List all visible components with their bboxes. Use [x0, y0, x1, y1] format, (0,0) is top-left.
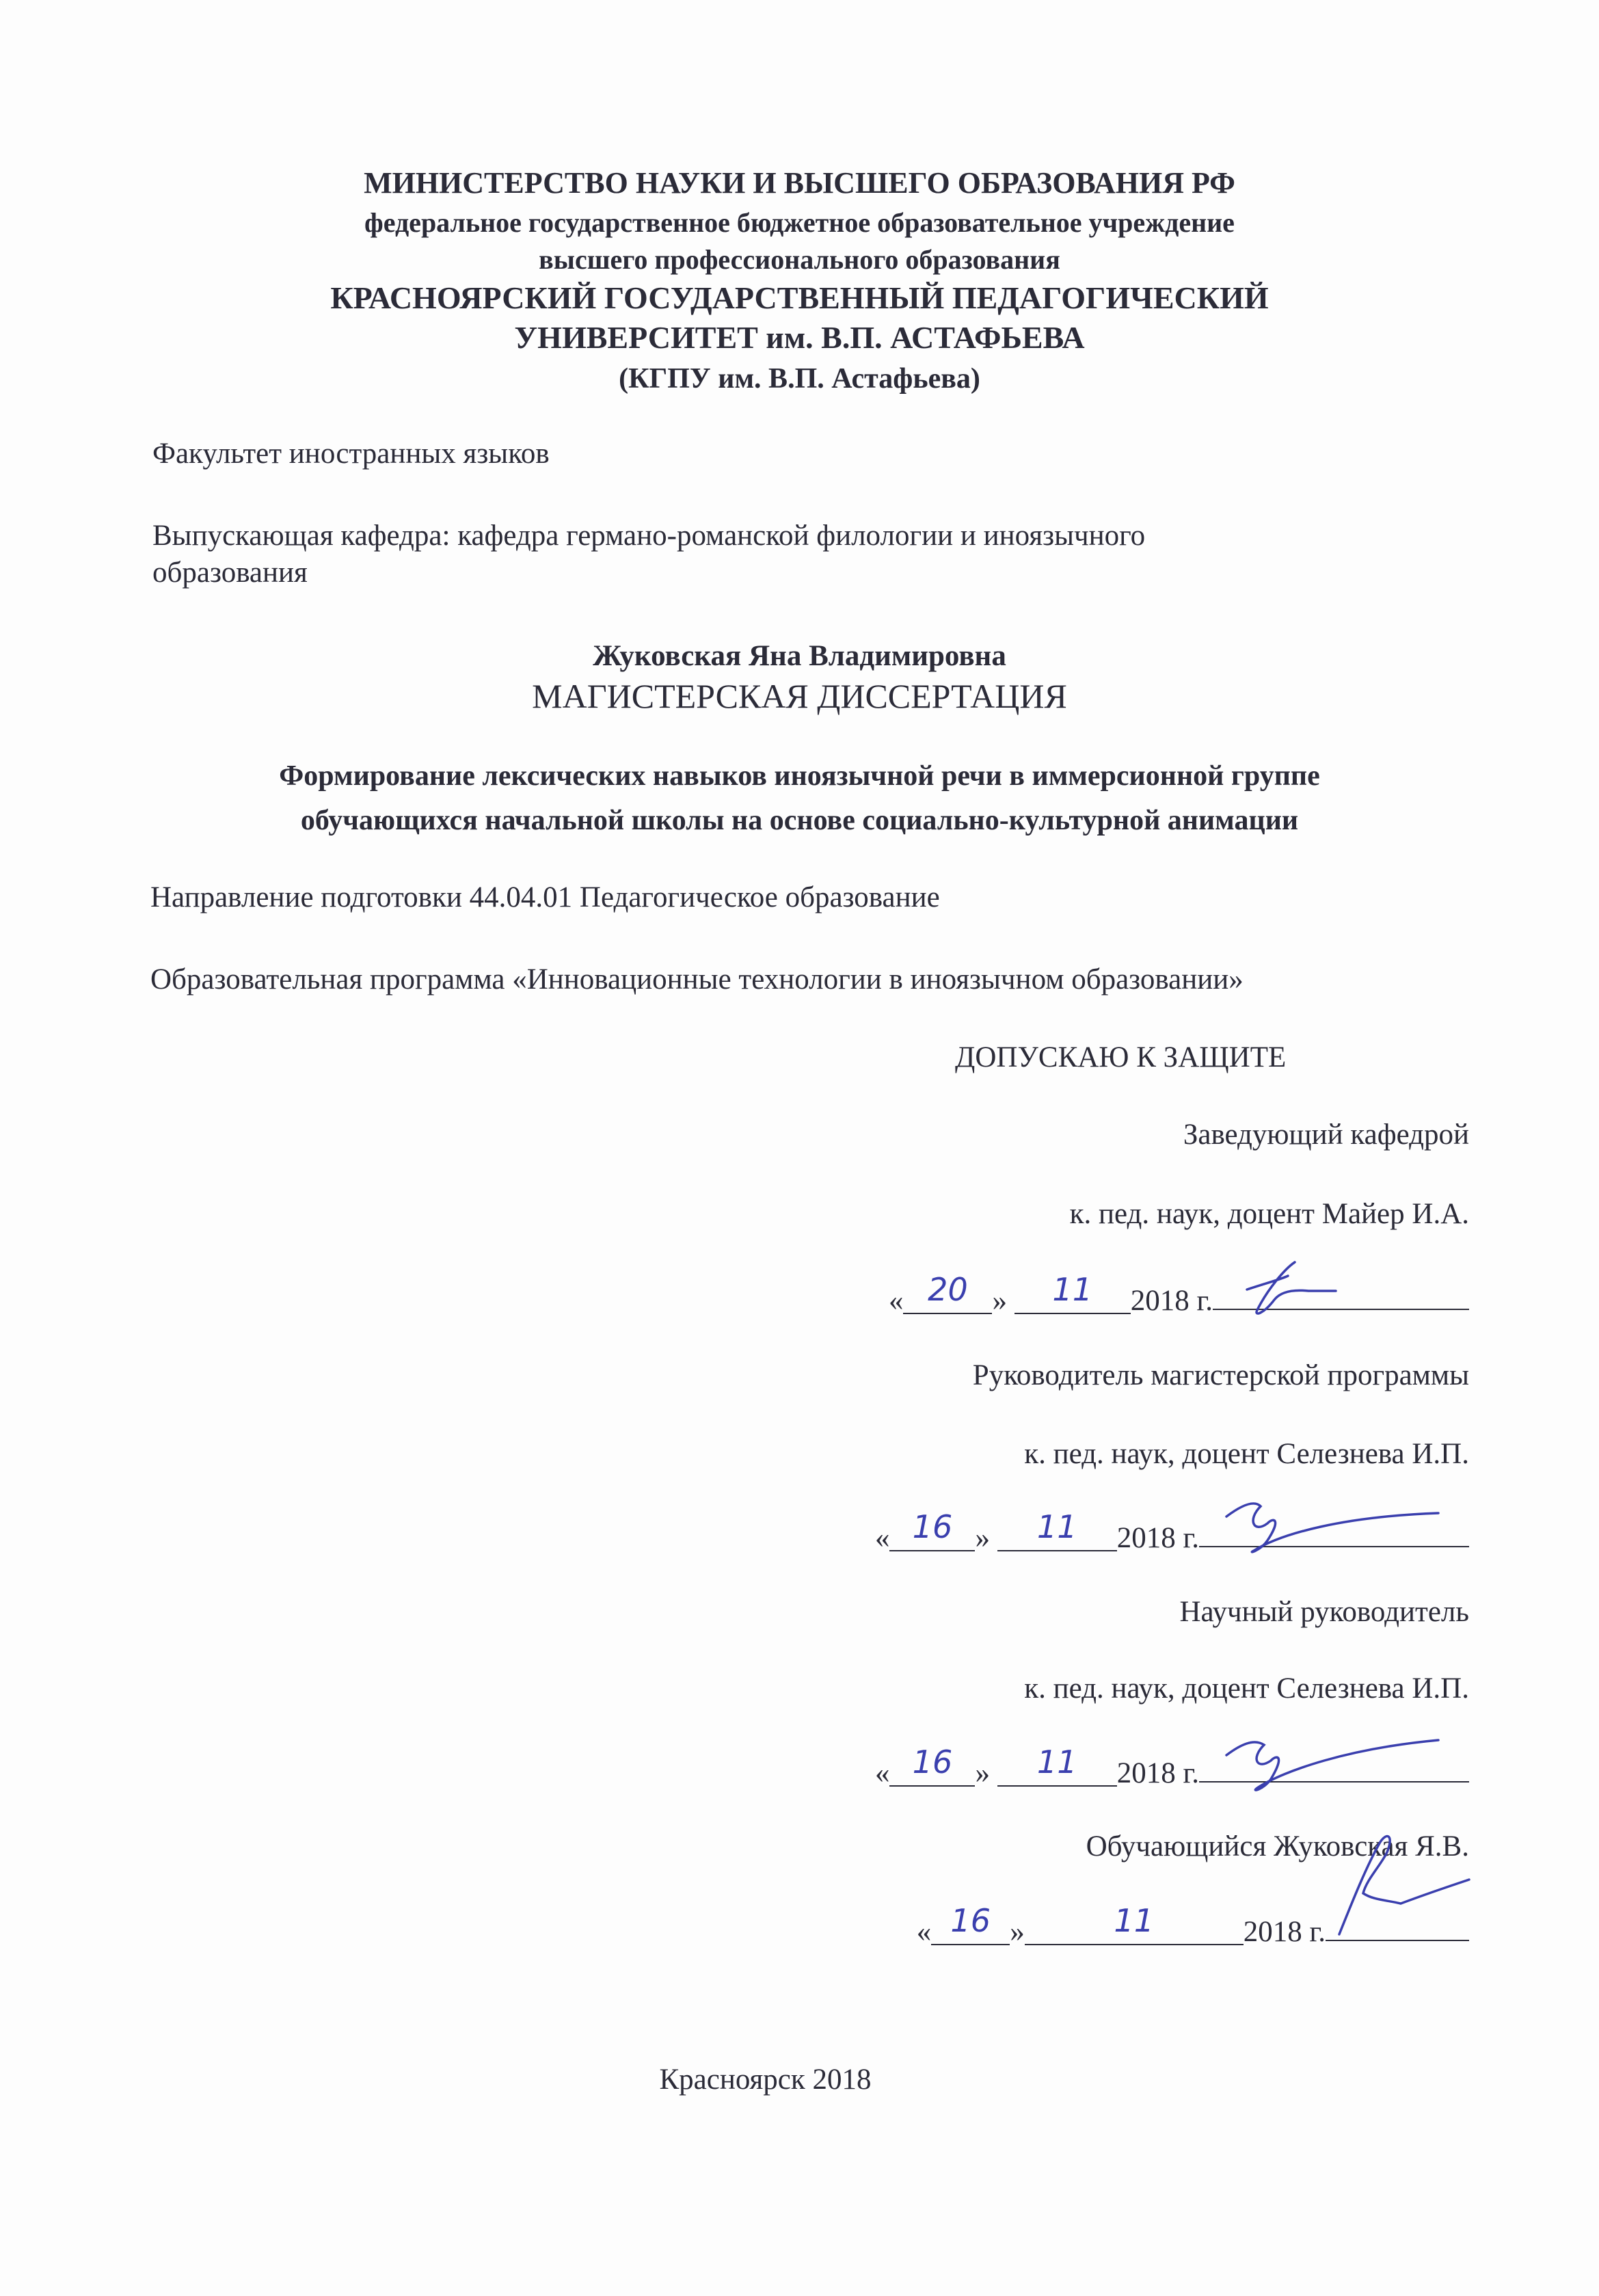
student-role: Обучающийся Жуковская Я.В.: [1086, 1830, 1469, 1863]
city-year: Красноярск 2018: [659, 2064, 872, 2096]
signature: [1206, 1486, 1466, 1561]
university-short: (КГПУ им. В.П. Астафьева): [619, 363, 980, 395]
date-day: 16: [950, 1902, 991, 1939]
institution-type-2: высшего профессионального образования: [539, 244, 1060, 275]
direction: Направление подготовки 44.04.01 Педагогическое образование: [150, 881, 940, 913]
signature: [1326, 1825, 1476, 1941]
approval-heading: ДОПУСКАЮ К ЗАЩИТЕ: [955, 1041, 1287, 1073]
university-name: КРАСНОЯРСКИЙ ГОСУДАРСТВЕННЫЙ ПЕДАГОГИЧЕСКИЙ: [330, 280, 1269, 315]
signature: [1220, 1249, 1356, 1324]
date-month: 11: [1114, 1902, 1154, 1939]
date-year: 2018 г.: [1130, 1285, 1213, 1317]
date-month: 11: [1036, 1744, 1077, 1780]
department: Выпускающая кафедра: кафедра германо-романской филологии и иноязычного: [152, 520, 1146, 552]
ministry-heading: МИНИСТЕРСТВО НАУКИ И ВЫСШЕГО ОБРАЗОВАНИЯ РФ: [364, 166, 1235, 200]
author-name: Жуковская Яна Владимировна: [593, 640, 1006, 672]
date-day: 16: [912, 1508, 953, 1545]
signer-role: Руководитель магистерской программы: [972, 1359, 1469, 1391]
date-year: 2018 г.: [1116, 1522, 1199, 1554]
date-day: 20: [928, 1271, 968, 1308]
signer-name: к. пед. наук, доцент Селезнева И.П.: [1024, 1672, 1469, 1705]
signer-role: Заведующий кафедрой: [1183, 1119, 1469, 1151]
date-month: 11: [1052, 1271, 1092, 1308]
date-day: 16: [912, 1744, 953, 1780]
university-name-2: УНИВЕРСИТЕТ им. В.П. АСТАФЬЕВА: [514, 320, 1085, 355]
signature-line: « 20 » 11 2018 г.: [889, 1276, 1469, 1320]
signer-role: Научный руководитель: [1179, 1596, 1469, 1628]
thesis-title-2: обучающихся начальной школы на основе социально-культурной анимации: [300, 805, 1299, 836]
signature-line: « 16 » 11 2018 г.: [917, 1907, 1469, 1951]
date-year: 2018 г.: [1243, 1916, 1326, 1948]
faculty: Факультет иностранных языков: [152, 438, 550, 470]
signature: [1206, 1721, 1466, 1803]
work-type: МАГИСТЕРСКАЯ ДИССЕРТАЦИЯ: [532, 677, 1067, 715]
thesis-title: Формирование лексических навыков иноязычной речи в иммерсионной группе: [279, 760, 1320, 792]
program: Образовательная программа «Инновационные технологии в иноязычном образовании»: [150, 963, 1244, 996]
department-cont: образования: [152, 557, 308, 589]
signature-line: « 16 » 11 2018 г.: [875, 1513, 1469, 1558]
signature-line: « 16 » 11 2018 г.: [875, 1748, 1469, 1793]
date-month: 11: [1036, 1508, 1077, 1545]
institution-type: федеральное государственное бюджетное образовательное учреждение: [364, 207, 1235, 238]
signer-name: к. пед. наук, доцент Селезнева И.П.: [1024, 1438, 1469, 1470]
signer-name: к. пед. наук, доцент Майер И.А.: [1069, 1198, 1469, 1230]
date-year: 2018 г.: [1116, 1757, 1199, 1789]
